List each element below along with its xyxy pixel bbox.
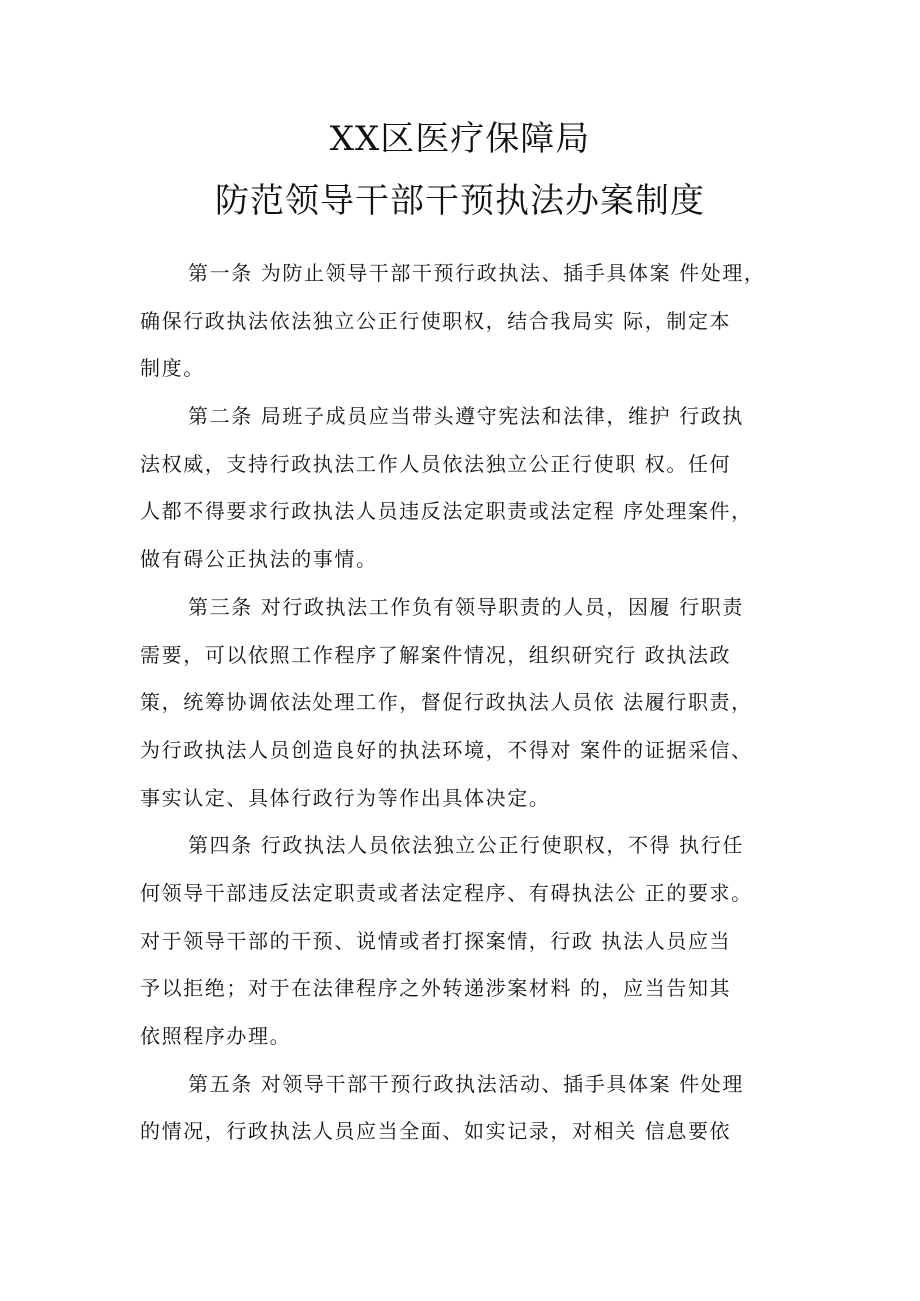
body-text-line: 为行政执法人员创造良好的执法环境，不得对 案件的证据采信、 — [140, 737, 753, 762]
body-text-line: 做有碍公正执法的事情。 — [140, 547, 378, 572]
document-title — [0, 108, 920, 232]
body-text-line: 需要，可以依照工作程序了解案件情况，组织研究行 政执法政 — [140, 642, 732, 667]
body-text-line: 法权威，支持行政执法工作人员依法独立公正行使职 权。任何 — [140, 451, 732, 476]
body-text-line: 第四条 行政执法人员依法独立公正行使职权，不得 执行任 — [188, 833, 744, 858]
title-line-organization: XX区医疗保障局 — [329, 119, 591, 159]
body-text-line: 确保行政执法依法独立公正行使职权，结合我局实 际，制定本 — [140, 308, 732, 333]
document-body — [140, 250, 800, 1156]
body-text-line: 第一条 为防止领导干部干预行政执法、插手具体案 件处理， — [188, 261, 766, 285]
body-text-line: 事实认定、具体行政行为等作出具体决定。 — [140, 785, 551, 810]
body-text-line: 第五条 对领导干部干预行政执法活动、插手具体案 件处理 — [188, 1071, 744, 1096]
body-text-line: 何领导干部违反法定职责或者法定程序、有碍执法公 正的要求。 — [140, 880, 753, 905]
body-text-line: 依照程序办理。 — [140, 1024, 292, 1048]
body-text-line: 的情况，行政执法人员应当全面、如实记录，对相关 信息要依 — [140, 1119, 732, 1144]
body-text-line: 制度。 — [140, 356, 205, 381]
body-text-line: 第二条 局班子成员应当带头遵守宪法和法律，维护 行政执 — [188, 404, 744, 429]
body-text-line: 人都不得要求行政执法人员违反法定职责或法定程 序处理案件， — [140, 499, 753, 524]
body-text-line: 予以拒绝；对于在法律程序之外转递涉案材料 的，应当告知其 — [140, 976, 732, 1001]
body-text-line: 对于领导干部的干预、说情或者打探案情，行政 执法人员应当 — [140, 928, 732, 953]
body-text-line: 第三条 对行政执法工作负有领导职责的人员，因履 行职责 — [188, 594, 744, 619]
body-text-line: 策，统筹协调依法处理工作，督促行政执法人员依 法履行职责， — [140, 690, 753, 715]
title-line-regulation-name: 防范领导干部干预执法办案制度 — [215, 181, 705, 221]
